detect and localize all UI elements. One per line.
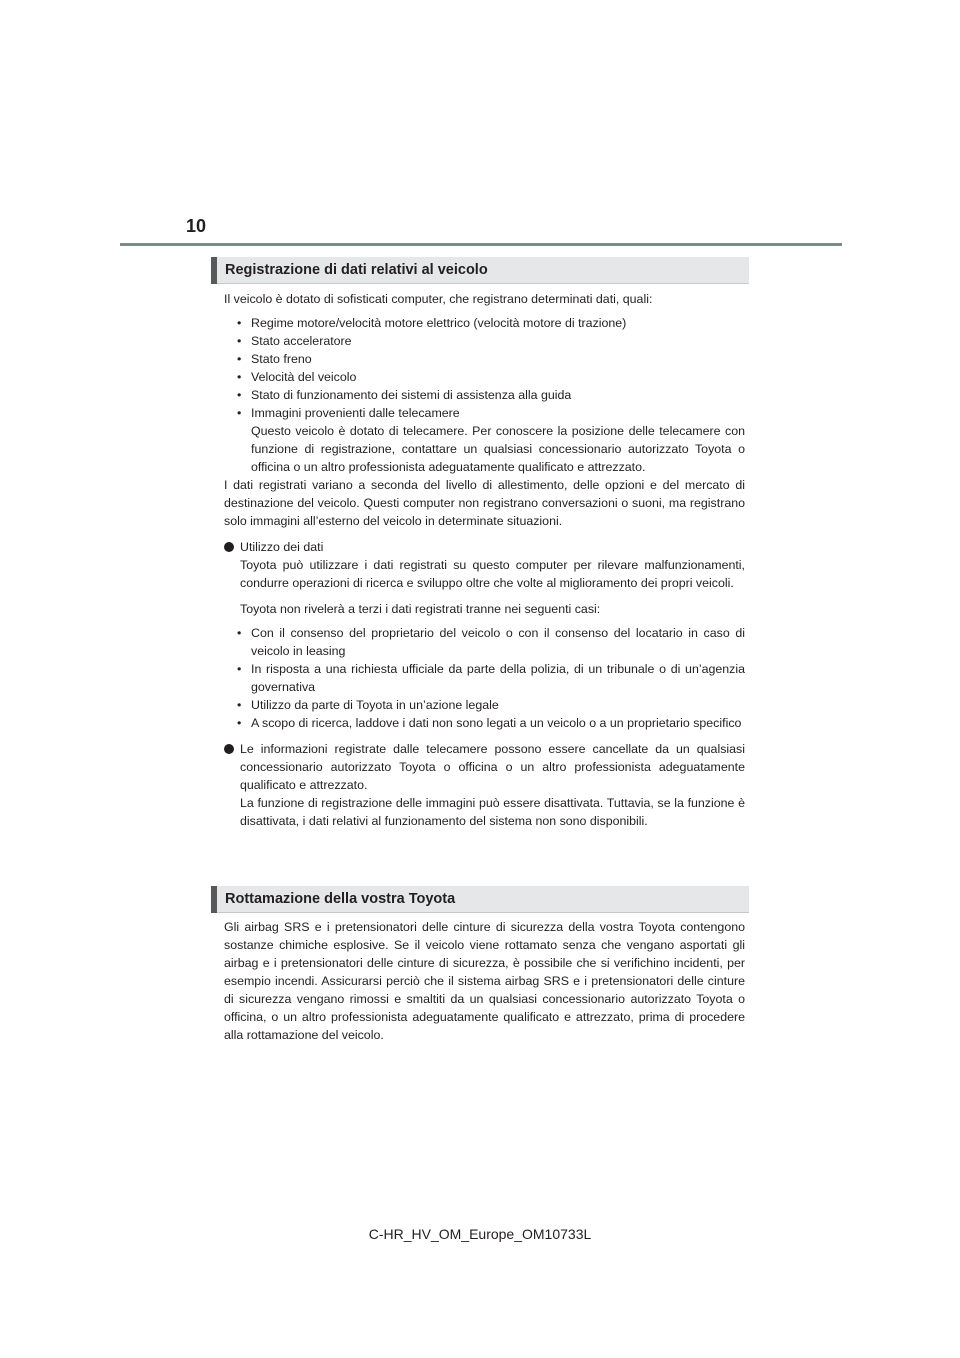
camera-info-text: Le informazioni registrate dalle telecamere possono essere cancellate da un qualsiasi concessionario autorizzato Toyota o officina o un altro professionista adeguatamente qualificato e attrezzato.	[240, 742, 745, 792]
bullet-dot-icon	[224, 744, 234, 754]
data-usage-text: Toyota può utilizzare i dati registrati su questo computer per rilevare malfunzionamenti, condurre operazioni di ricerca e sviluppo oltre che volte al miglioramento dei propri veicoli.	[240, 558, 745, 590]
section-title: Rottamazione della vostra Toyota	[225, 891, 456, 907]
section-header-scrapping	[211, 886, 749, 913]
list-item: • A scopo di ricerca, laddove i dati non sono legati a un veicolo o a un proprietario specifico	[240, 714, 745, 732]
section-body-data-recording	[224, 290, 745, 830]
section-marker	[211, 886, 217, 913]
recorded-data-list	[224, 314, 745, 476]
list-item	[224, 404, 745, 476]
camera-info-block	[224, 740, 745, 830]
header-rule	[120, 243, 842, 246]
list-item: • Velocità del veicolo	[224, 368, 745, 386]
bullet-dot-icon	[224, 542, 234, 552]
list-item: • In risposta a una richiesta ufficiale da parte della polizia, di un tribunale o di un’agenzia governativa	[240, 660, 745, 696]
section-marker	[211, 257, 217, 284]
section-header-data-recording	[211, 257, 749, 284]
summary-paragraph: I dati registrati variano a seconda del livello di allestimento, delle opzioni e del mercato di destinazione del veicolo. Questi computer non registrano conversazioni o suoni, ma registrano solo immagini all’esterno del veicolo in determinate situazioni.	[224, 478, 745, 528]
list-item: • Con il consenso del proprietario del veicolo o con il consenso del locatario in caso di veicolo in leasing	[240, 624, 745, 660]
camera-note: Questo veicolo è dotato di telecamere. Per conoscere la posizione delle telecamere con funzione di registrazione, contattare un qualsiasi concessionario autorizzato Toyota o officina o un altro professionista adeguatamente qualificato e attrezzato.	[251, 424, 745, 474]
list-item-label: Immagini provenienti dalle telecamere	[251, 406, 460, 420]
data-usage-block	[224, 538, 745, 732]
scrapping-paragraph: Gli airbag SRS e i pretensionatori delle cinture di sicurezza della vostra Toyota contengono sostanze chimiche esplosive. Se il veicolo viene rottamato senza che vengano asportati gli airbag e i pretensionatori delle cinture di sicurezza, è possibile che si verifichino incidenti, per esempio incendi. Assicurarsi perciò che il sistema airbag SRS e i pretensionatori delle cinture di sicurezza vengano rimossi e smaltiti da un qualsiasi concessionario autorizzato Toyota o officina, o un altro professionista adeguatamente qualificato e attrezzato, prima di procedere alla rottamazione del veicolo.	[224, 920, 745, 1042]
list-item: • Stato acceleratore	[224, 332, 745, 350]
camera-info-text: La funzione di registrazione delle immagini può essere disattivata. Tuttavia, se la funzione è disattivata, i dati relativi al funzionamento del sistema non sono disponibili.	[240, 796, 745, 828]
disclosure-intro: Toyota non rivelerà a terzi i dati registrati tranne nei seguenti casi:	[240, 602, 601, 616]
intro-paragraph: Il veicolo è dotato di sofisticati computer, che registrano determinati dati, quali:	[224, 292, 653, 306]
footer-doc-code: C-HR_HV_OM_Europe_OM10733L	[368, 1226, 592, 1242]
list-item: • Utilizzo da parte di Toyota in un’azione legale	[240, 696, 745, 714]
page-number: 10	[186, 216, 207, 236]
section-title: Registrazione di dati relativi al veicolo	[225, 262, 488, 278]
list-item: • Stato di funzionamento dei sistemi di assistenza alla guida	[224, 386, 745, 404]
list-item: • Regime motore/velocità motore elettrico (velocità motore di trazione)	[224, 314, 745, 332]
section-body-scrapping	[224, 918, 745, 1044]
data-usage-heading: Utilizzo dei dati	[240, 540, 324, 554]
list-item: • Stato freno	[224, 350, 745, 368]
disclosure-cases-list	[240, 624, 745, 732]
